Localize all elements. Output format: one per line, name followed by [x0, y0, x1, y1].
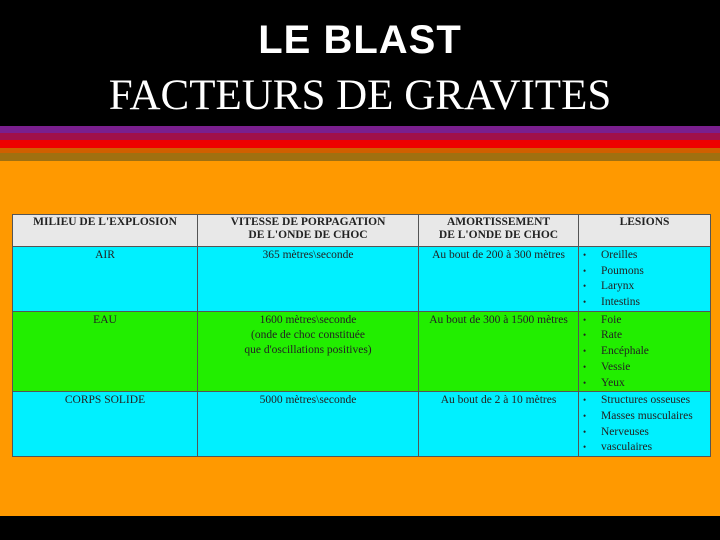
list-item: [583, 376, 710, 392]
cell-milieu: EAU: [13, 311, 198, 391]
bullet-icon: •: [583, 377, 587, 388]
bullet-icon: •: [583, 250, 587, 260]
bullet-icon: •: [583, 395, 587, 406]
lesion-text: Masses musculaires: [601, 409, 693, 422]
lesion-text: Foie: [601, 313, 622, 326]
bullet-icon: •: [583, 314, 587, 325]
lesion-text: Intestins: [601, 296, 640, 309]
lesion-text: Vessie: [601, 360, 631, 373]
list-item: [583, 393, 710, 409]
cell-vitesse: [198, 392, 419, 457]
bullet-icon: •: [583, 281, 587, 292]
header-amort-line2: DE L'ONDE DE CHOC: [438, 229, 559, 241]
decor-stripe-red: [0, 140, 720, 148]
lesion-text: Nerveuses: [601, 425, 649, 438]
header-lesions-text: LESIONS: [619, 216, 670, 228]
list-item: [583, 360, 710, 376]
lesion-text: Structures osseuses: [601, 394, 691, 407]
title-line-2: FACTEURS DE GRAVITES: [108, 72, 612, 119]
list-item: [583, 409, 710, 425]
header-vitesse: [198, 215, 419, 247]
lesion-text: Oreilles: [601, 249, 638, 261]
header-vitesse-line1: VITESSE DE PORPAGATION: [230, 216, 386, 228]
lesion-text: Yeux: [601, 376, 625, 389]
bullet-icon: •: [583, 346, 587, 357]
cell-amortissement: Au bout de 200 à 300 mètres: [419, 247, 579, 312]
list-item: [583, 425, 710, 441]
bullet-icon: •: [583, 426, 587, 437]
bullet-icon: •: [583, 361, 587, 372]
cell-vitesse-line: 365 mètres\seconde: [262, 249, 354, 261]
bullet-icon: •: [583, 297, 587, 308]
header-vitesse-line2: DE L'ONDE DE CHOC: [248, 229, 368, 241]
cell-milieu: AIR: [13, 247, 198, 312]
bullet-icon: •: [583, 265, 587, 276]
lesion-text: Poumons: [601, 264, 644, 277]
list-item: [583, 264, 710, 280]
lesion-text: Encéphale: [601, 345, 649, 358]
table-row-corps-solide: [13, 392, 711, 457]
decor-stripe-purple: [0, 126, 720, 133]
list-item: [583, 313, 710, 329]
decor-stripe-crimson: [0, 133, 720, 140]
header-amortissement: [419, 215, 579, 247]
decor-stripe-brown: [0, 153, 720, 161]
cell-vitesse-line: que d'oscillations positives): [244, 343, 372, 356]
cell-vitesse-line: 5000 mètres\seconde: [259, 394, 357, 407]
list-item: [583, 440, 710, 456]
list-item: [583, 248, 710, 264]
lesions-list: [583, 248, 710, 311]
table-row-eau: [13, 311, 711, 391]
table-row-air: [13, 247, 711, 312]
bullet-icon: •: [583, 330, 587, 341]
cell-vitesse: [198, 247, 419, 312]
bullet-icon: •: [583, 442, 587, 453]
list-item: [583, 328, 710, 344]
header-milieu: [13, 215, 198, 247]
lesions-list: [583, 313, 710, 391]
lesions-list: [583, 393, 710, 456]
table-header-row: [13, 215, 711, 247]
lesion-text: Larynx: [601, 280, 635, 293]
cell-amortissement: Au bout de 2 à 10 mètres: [419, 392, 579, 457]
header-amort-line1: AMORTISSEMENT: [446, 216, 551, 228]
cell-vitesse: [198, 311, 419, 391]
list-item: [583, 295, 710, 311]
blast-table: [12, 214, 711, 457]
lesion-text: vasculaires: [601, 441, 653, 454]
header-milieu-text: MILIEU DE L'EXPLOSION: [33, 216, 177, 228]
cell-vitesse-line: (onde de choc constituée: [251, 328, 365, 341]
bullet-icon: •: [583, 410, 587, 421]
title-line-1: LE BLAST: [258, 18, 462, 62]
cell-lesions: [579, 311, 711, 391]
cell-milieu: CORPS SOLIDE: [13, 392, 198, 457]
list-item: [583, 279, 710, 295]
cell-lesions: [579, 247, 711, 312]
bottom-band: [0, 516, 720, 540]
cell-lesions: [579, 392, 711, 457]
list-item: [583, 344, 710, 360]
cell-vitesse-line: 1600 mètres\seconde: [259, 313, 357, 326]
cell-amortissement: Au bout de 300 à 1500 mètres: [419, 311, 579, 391]
header-lesions: [579, 215, 711, 247]
lesion-text: Rate: [601, 329, 623, 342]
